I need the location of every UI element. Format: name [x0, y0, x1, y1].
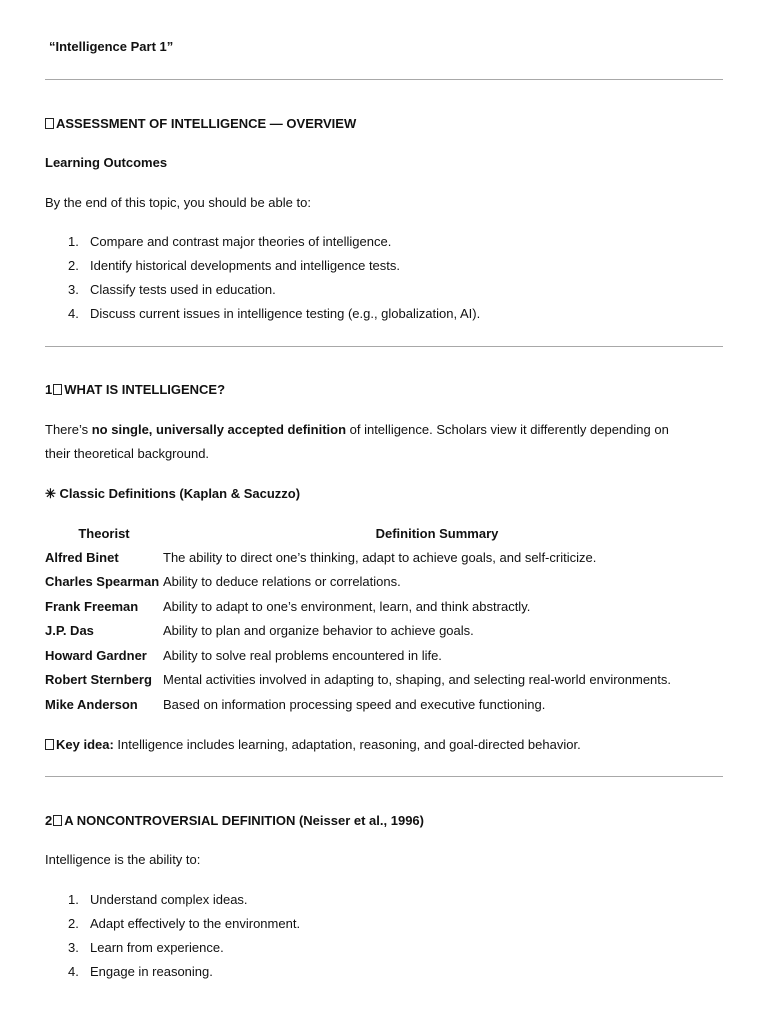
definition-cell: Mental activities involved in adapting to, shaping, and selecting real-world environments. — [163, 672, 672, 688]
list-number: 4. — [68, 306, 79, 321]
key-idea-label: Key idea: — [56, 737, 114, 752]
list-item: Discuss current issues in intelligence testing (e.g., globalization, AI). — [90, 306, 481, 321]
section2-heading-text: A NONCONTROVERSIAL DEFINITION (Neisser et al., 1996) — [64, 813, 424, 828]
outcomes-list — [45, 234, 723, 334]
table-row — [45, 668, 711, 693]
theorist-cell: J.P. Das — [45, 623, 94, 639]
definition-cell: Ability to deduce relations or correlations. — [163, 574, 401, 590]
list-number: 3. — [68, 940, 79, 955]
key-idea — [45, 737, 581, 752]
document-title: “Intelligence Part 1” — [49, 39, 174, 54]
definition-cell: Based on information processing speed and executive functioning. — [163, 696, 546, 712]
definition-cell: The ability to direct one’s thinking, adapt to achieve goals, and self-criticize. — [163, 549, 597, 565]
definition-cell: Ability to adapt to one’s environment, learn, and think abstractly. — [163, 598, 531, 614]
paragraph-text: There’s — [45, 422, 92, 437]
list-item: Identify historical developments and intelligence tests. — [90, 258, 401, 273]
list-item: Classify tests used in education. — [90, 282, 276, 297]
theorist-cell: Charles Spearman — [45, 574, 160, 590]
key-idea-text: Intelligence includes learning, adaptation, reasoning, and goal-directed behavior. — [113, 737, 581, 752]
learning-outcomes-heading: Learning Outcomes — [45, 155, 168, 170]
list-number: 3. — [68, 282, 79, 297]
table-row — [45, 619, 711, 644]
list-item: Learn from experience. — [90, 940, 224, 955]
table-row — [45, 545, 711, 570]
list-number: 1. — [68, 892, 79, 907]
overview-heading-text: ASSESSMENT OF INTELLIGENCE — OVERVIEW — [56, 116, 357, 131]
section1-heading — [45, 382, 225, 397]
table-header-row — [45, 521, 711, 545]
missing-glyph-icon — [53, 384, 62, 395]
theorist-cell: Howard Gardner — [45, 647, 147, 663]
table-row — [45, 570, 711, 595]
section2-heading — [45, 813, 424, 828]
section2-intro: Intelligence is the ability to: — [45, 852, 201, 867]
list-item: Understand complex ideas. — [90, 892, 248, 907]
list-item: Adapt effectively to the environment. — [90, 916, 301, 931]
missing-glyph-icon — [45, 118, 54, 129]
list-number: 4. — [68, 964, 79, 979]
theorist-cell: Frank Freeman — [45, 598, 139, 614]
list-number: 2. — [68, 258, 79, 273]
table-row — [45, 692, 711, 717]
theorist-cell: Robert Sternberg — [45, 672, 152, 688]
theorist-cell: Alfred Binet — [45, 549, 119, 565]
overview-heading — [45, 116, 356, 131]
table-row — [45, 643, 711, 668]
definition-cell: Ability to solve real problems encountered in life. — [163, 647, 442, 663]
list-number: 1. — [68, 234, 79, 249]
table-row — [45, 594, 711, 619]
theorist-cell: Mike Anderson — [45, 696, 138, 712]
definition-list — [45, 892, 723, 992]
list-item: Engage in reasoning. — [90, 964, 213, 979]
section1-number: 1 — [45, 382, 53, 397]
missing-glyph-icon — [53, 815, 62, 826]
list-item: Compare and contrast major theories of intelligence. — [90, 234, 392, 249]
section1-paragraph — [45, 422, 669, 437]
section1-heading-text: WHAT IS INTELLIGENCE? — [64, 382, 226, 397]
missing-glyph-icon — [45, 739, 54, 750]
column-header-definition: Definition Summary — [375, 525, 499, 541]
column-header-theorist: Theorist — [78, 525, 130, 541]
section2-number: 2 — [45, 813, 53, 828]
divider — [45, 346, 723, 347]
classic-definitions-heading: ✳ Classic Definitions (Kaplan & Sacuzzo) — [45, 486, 301, 501]
section1-paragraph-line2: their theoretical background. — [45, 446, 210, 461]
divider — [45, 79, 723, 80]
definition-cell: Ability to plan and organize behavior to achieve goals. — [163, 623, 474, 639]
paragraph-text: of intelligence. Scholars view it differently depending on — [346, 422, 669, 437]
divider — [45, 776, 723, 777]
paragraph-emphasis: no single, universally accepted definition — [91, 422, 347, 437]
definitions-table — [45, 521, 711, 717]
outcomes-intro: By the end of this topic, you should be able to: — [45, 195, 311, 210]
list-number: 2. — [68, 916, 79, 931]
